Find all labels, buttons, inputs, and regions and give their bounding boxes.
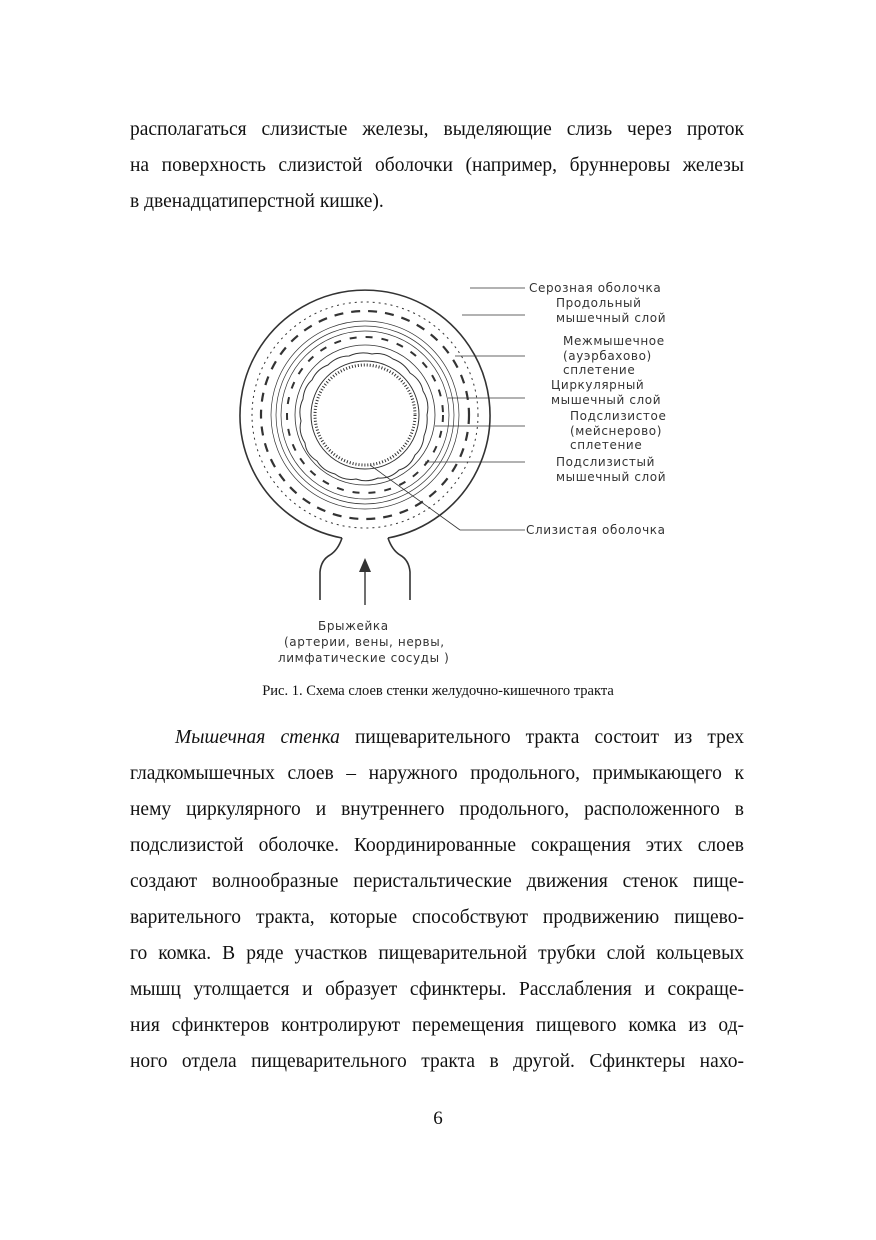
submucosa-ring [287, 337, 443, 493]
text-line: нему циркулярного и внутреннего продольного, расположенного в [130, 799, 744, 820]
mesentery-right-wall [388, 538, 410, 600]
serosa-outline [240, 290, 490, 538]
label-myenteric-line2: (ауэрбахово) [563, 349, 652, 363]
mesentery-left-wall [320, 538, 342, 600]
label-serosa: Серозная оболочка [529, 281, 662, 295]
text-line: мышц утолщается и образует сфинктеры. Расслабления и сокраще- [130, 979, 744, 1000]
text-line: располагаться слизистые железы, выделяющие слизь через проток [130, 119, 744, 140]
text-line-first [130, 720, 744, 756]
gi-wall-layers-diagram [220, 250, 690, 675]
text-fragment: пищеварительного тракта состоит из трех [339, 727, 745, 748]
text-line: на поверхность слизистой оболочки (например, бруннеровы железы [130, 155, 744, 176]
paragraph-glands [130, 112, 744, 220]
text-line: в двенадцатиперстной кишке). [130, 191, 384, 212]
label-muscularis-mucosae-line1: Подслизистый [556, 455, 655, 469]
mesentery-arrow-head [359, 558, 371, 572]
label-mesentery-line1: Брыжейка [318, 619, 389, 633]
text-line: ния сфинктеров контролируют перемещения пищевого комка из од- [130, 1015, 744, 1036]
label-longitudinal-line2: мышечный слой [556, 311, 667, 325]
label-submucous-plexus-line2: (мейснерово) [570, 424, 662, 438]
label-circular-line2: мышечный слой [551, 393, 662, 407]
mucosa-wavy-ring [300, 353, 428, 481]
label-longitudinal-line1: Продольный [556, 296, 642, 310]
text-line: гладкомышечных слоев – наружного продольного, примыкающего к [130, 763, 744, 784]
paragraph-muscular-wall [130, 720, 744, 1080]
longitudinal-muscle-ring-inner [261, 311, 469, 519]
circular-muscle-ring-3 [281, 331, 449, 499]
text-line: ного отдела пищеварительного тракта в другой. Сфинктеры нахо- [130, 1051, 744, 1072]
italic-term: Мышечная стенка [175, 727, 340, 748]
label-muscularis-mucosae-line2: мышечный слой [556, 470, 667, 484]
label-myenteric-line3: сплетение [563, 363, 636, 377]
text-line: подслизистой оболочке. Координированные сокращения этих слоев [130, 835, 744, 856]
label-submucous-plexus-line3: сплетение [570, 438, 643, 452]
lumen-inner-ring [311, 361, 419, 469]
label-myenteric-line1: Межмышечное [563, 334, 665, 348]
text-line: варительного тракта, которые способствуют продвижению пищево- [130, 907, 744, 928]
page-number: 6 [433, 1108, 443, 1129]
longitudinal-muscle-ring [252, 302, 478, 528]
figure-caption: Рис. 1. Схема слоев стенки желудочно-кишечного тракта [262, 683, 614, 699]
label-mesentery-line2: (артерии, вены, нервы, [284, 635, 445, 649]
label-mesentery-line3: лимфатические сосуды ) [278, 651, 450, 665]
label-mucosa: Слизистая оболочка [526, 523, 666, 537]
lumen-villi-ring [315, 365, 415, 465]
label-circular-line1: Циркулярный [551, 378, 645, 392]
text-line: го комка. В ряде участков пищеварительной трубки слой кольцевых [130, 943, 744, 964]
text-line: создают волнообразные перистальтические движения стенок пище- [130, 871, 744, 892]
label-submucous-plexus-line1: Подслизистое [570, 409, 667, 423]
